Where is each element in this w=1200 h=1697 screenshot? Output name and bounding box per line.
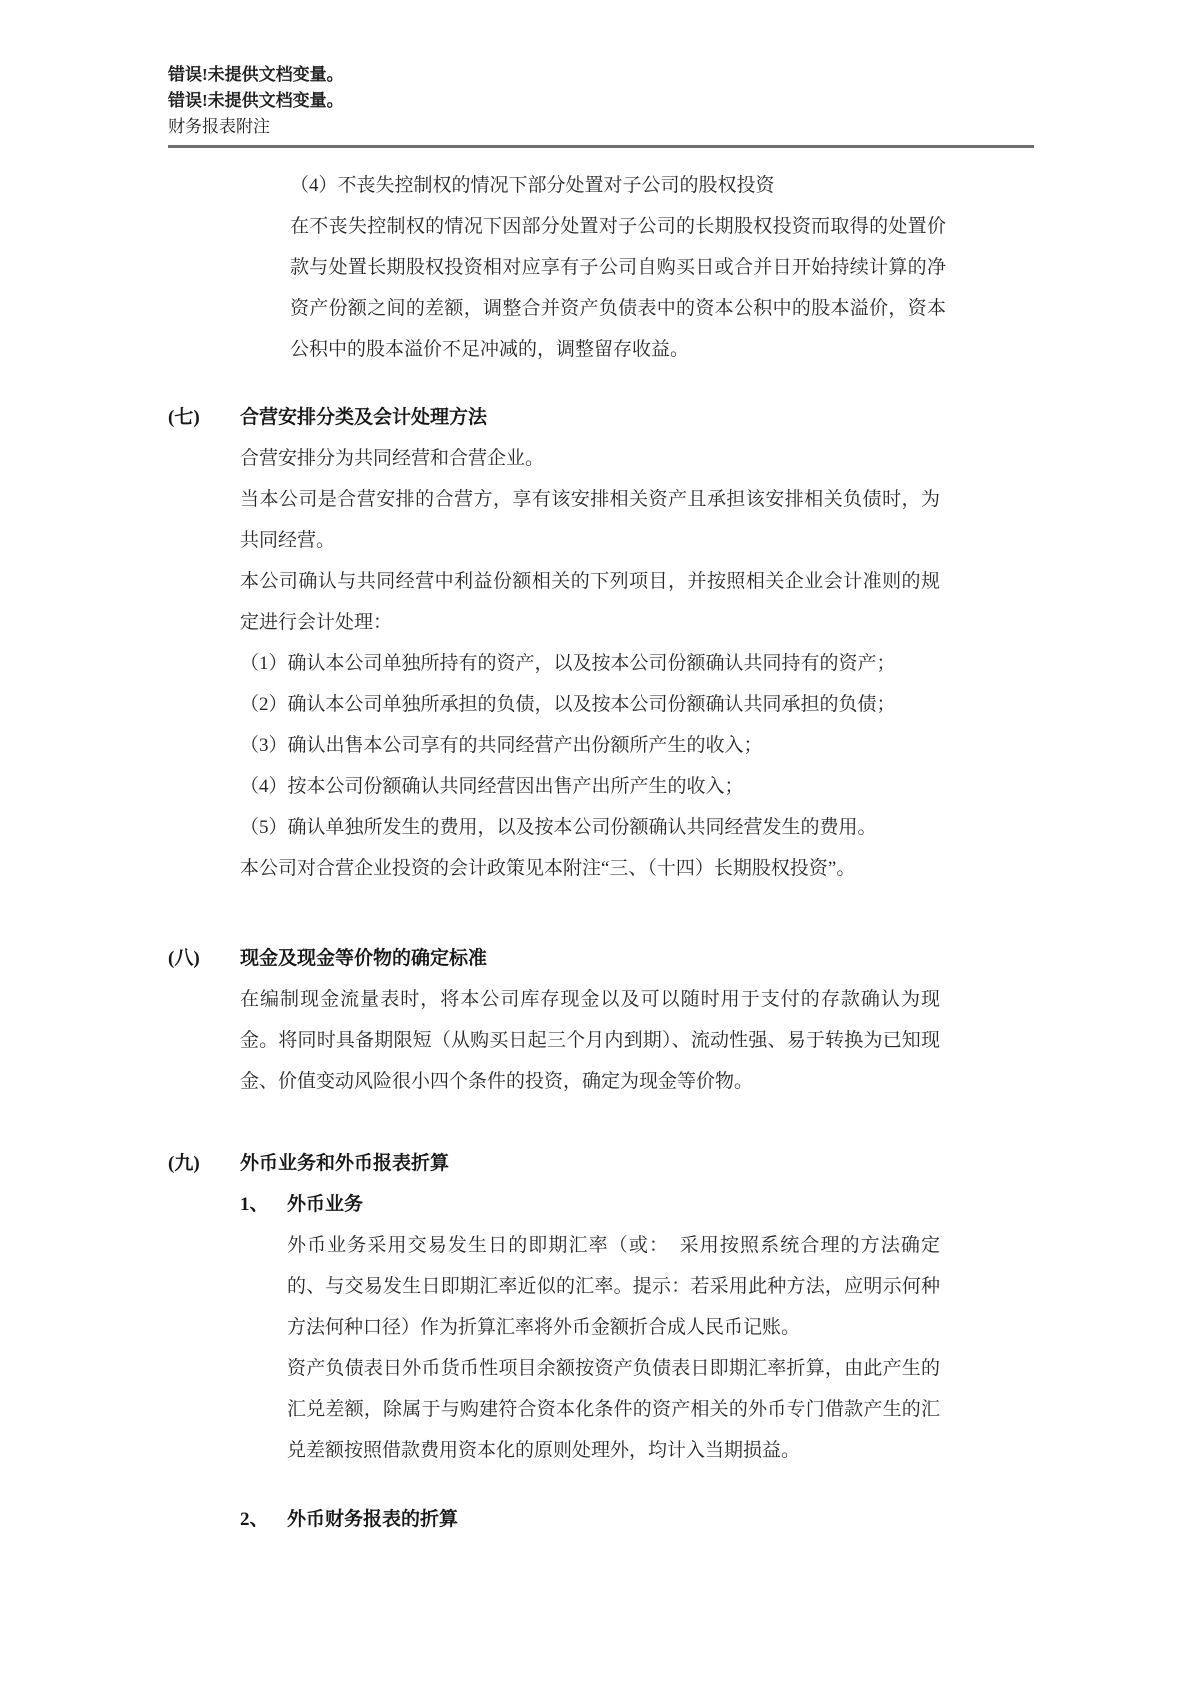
subsection-1-number: 1、 xyxy=(240,1194,269,1215)
subsection-2-heading xyxy=(240,1499,940,1540)
section-8-label: (八) xyxy=(168,948,200,969)
section-7-heading xyxy=(168,397,940,438)
subitem-4-heading: （4）不丧失控制权的情况下部分处置对子公司的股权投资 xyxy=(290,175,775,196)
header-error-line-1: 错误!未提供文档变量。 xyxy=(168,65,344,84)
subitem-4-paragraph: 在不丧失控制权的情况下因部分处置对子公司的长期股权投资而取得的处置价款与处置长期股权投资相对应享有子公司自购买日或合并日开始持续计算的净资产份额之间的差额，调整合并资产负债表中的资本公积中的股本溢价，资本公积中的股本溢价不足冲减的，调整留存收益。 xyxy=(290,216,946,360)
subitem-4-block xyxy=(290,165,946,370)
section-9-label: (九) xyxy=(168,1153,200,1174)
section-7-paragraph: 本公司确认与共同经营中利益份额相关的下列项目，并按照相关企业会计准则的规定进行会计处理： xyxy=(240,571,940,633)
section-9 xyxy=(168,1143,940,1540)
section-7-list-item: （1）确认本公司单独所持有的资产，以及按本公司份额确认共同持有的资产； xyxy=(240,653,896,674)
section-8-heading xyxy=(168,938,940,979)
subsection-2-number: 2、 xyxy=(240,1509,269,1530)
subsection-2-title: 外币财务报表的折算 xyxy=(287,1509,459,1530)
subsection-1-paragraph: 资产负债表日外币货币性项目余额按资产负债表日即期汇率折算，由此产生的汇兑差额，除属于与购建符合资本化条件的资产相关的外币专门借款产生的汇兑差额按照借款费用资本化的原则处理外，均计入当期损益。 xyxy=(287,1358,940,1461)
subsection-1-paragraph: 外币业务采用交易发生日的即期汇率（或： 采用按照系统合理的方法确定的、与交易发生日即期汇率近似的汇率。提示：若采用此种方法，应明示何种方法何种口径）作为折算汇率将外币金额折合成人民币记账。 xyxy=(287,1235,940,1338)
section-8-body xyxy=(240,979,940,1102)
section-7-label: (七) xyxy=(168,407,200,428)
header-doc-title: 财务报表附注 xyxy=(168,117,270,136)
subsection-1-title: 外币业务 xyxy=(287,1194,364,1215)
section-7-list-item: （2）确认本公司单独所承担的负债，以及按本公司份额确认共同承担的负债； xyxy=(240,694,896,715)
section-8 xyxy=(168,938,940,1102)
section-9-title: 外币业务和外币报表折算 xyxy=(240,1153,450,1174)
section-7 xyxy=(168,397,940,889)
section-7-list-item: （3）确认出售本公司享有的共同经营产出份额所产生的收入； xyxy=(240,735,763,756)
subsection-1 xyxy=(240,1184,940,1471)
page-header xyxy=(168,62,1034,148)
section-7-body xyxy=(240,438,940,889)
subsection-2 xyxy=(240,1499,940,1540)
section-8-paragraph: 在编制现金流量表时，将本公司库存现金以及可以随时用于支付的存款确认为现金。将同时具备期限短（从购买日起三个月内到期）、流动性强、易于转换为已知现金、价值变动风险很小四个条件的投资，确定为现金等价物。 xyxy=(240,989,940,1092)
section-7-paragraph: 当本公司是合营安排的合营方，享有该安排相关资产且承担该安排相关负债时，为共同经营。 xyxy=(240,489,940,551)
section-7-paragraph: 本公司对合营企业投资的会计政策见本附注“三、（十四）长期股权投资”。 xyxy=(240,858,856,879)
header-rule xyxy=(168,145,1034,148)
subsection-1-heading xyxy=(240,1184,940,1225)
section-7-list-item: （5）确认单独所发生的费用，以及按本公司份额确认共同经营发生的费用。 xyxy=(240,817,877,838)
section-8-title: 现金及现金等价物的确定标准 xyxy=(240,948,488,969)
section-7-list-item: （4）按本公司份额确认共同经营因出售产出所产生的收入； xyxy=(240,776,744,797)
section-9-heading xyxy=(168,1143,940,1184)
subsection-1-body xyxy=(287,1225,940,1471)
section-7-title: 合营安排分类及会计处理方法 xyxy=(240,407,488,428)
section-7-paragraph: 合营安排分为共同经营和合营企业。 xyxy=(240,448,545,469)
header-error-line-2: 错误!未提供文档变量。 xyxy=(168,91,344,110)
